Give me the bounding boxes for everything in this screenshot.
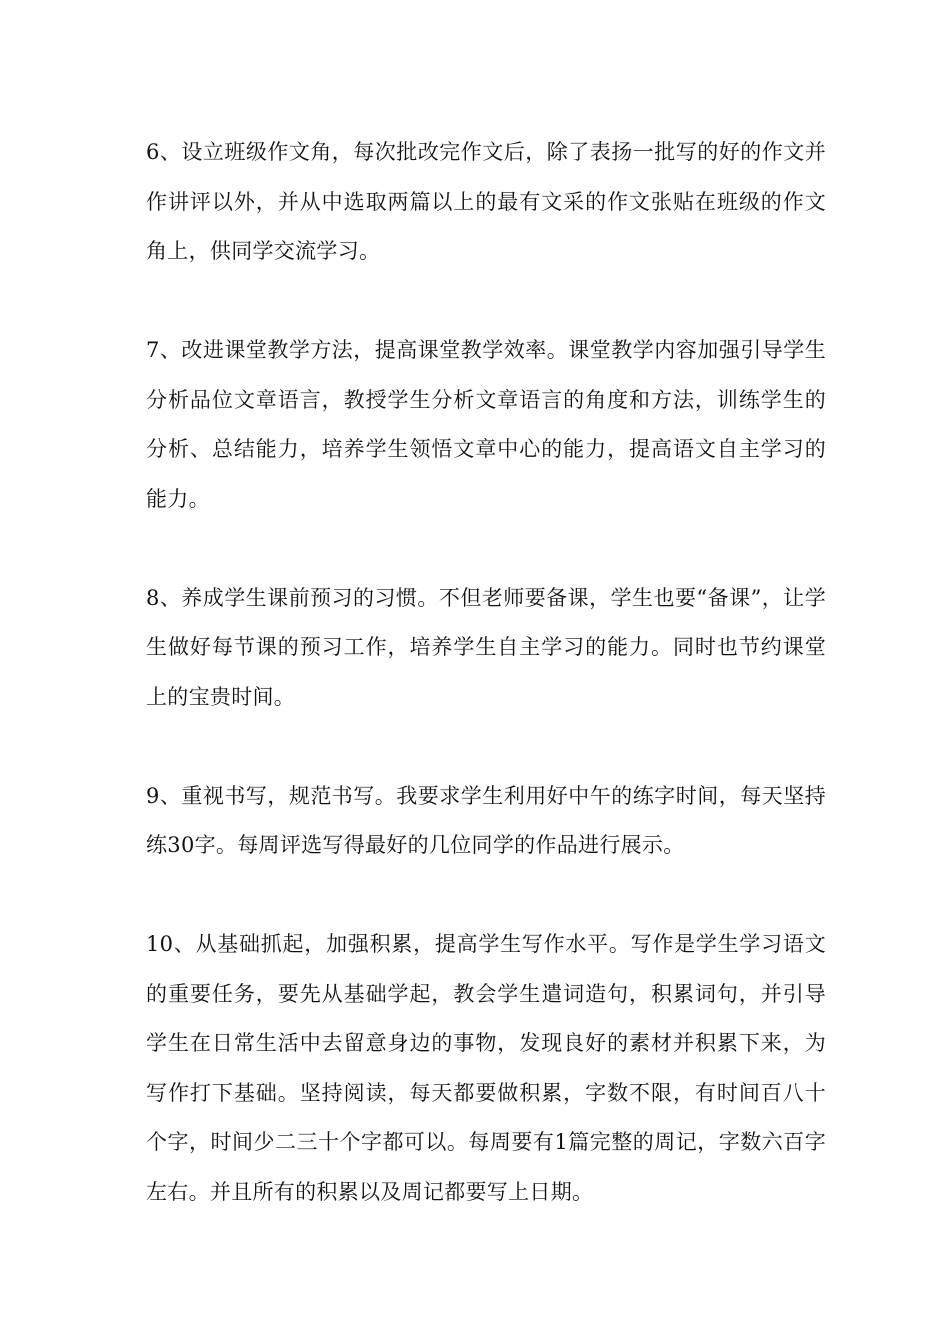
document-body (146, 128, 826, 1267)
paragraph-item-10: 10、从基础抓起，加强积累，提高学生写作水平。写作是学生学习语文的重要任务，要先从基础学起，教会学生遣词造句，积累词句，并引导学生在日常生活中去留意身边的事物，发现良好的素材并积累下来，为写作打下基础。坚持阅读，每天都要做积累，字数不限，有时间百八十个字，时间少二三十个字都可以。每周要有1篇完整的周记，字数六百字左右。并且所有的积累以及周记都要写上日期。 (146, 932, 826, 1204)
paragraph-item-6: 6、设立班级作文角，每次批改完作文后，除了表扬一批写的好的作文并作讲评以外，并从中选取两篇以上的最有文采的作文张贴在班级的作文角上，供同学交流学习。 (146, 140, 826, 263)
paragraph-item-8: 8、养成学生课前预习的习惯。不但老师要备课，学生也要“备课”，让学生做好每节课的预习工作，培养学生自主学习的能力。同时也节约课堂上的宝贵时间。 (146, 585, 826, 709)
paragraph-item-7: 7、改进课堂教学方法，提高课堂教学效率。课堂教学内容加强引导学生分析品位文章语言，教授学生分析文章语言的角度和方法，训练学生的分析、总结能力，培养学生领悟文章中心的能力，提高语文自主学习的能力。 (146, 338, 826, 511)
paragraph-item-9: 9、重视书写，规范书写。我要求学生利用好中午的练字时间，每天坚持练30字。每周评选写得最好的几位同学的作品进行展示。 (146, 783, 826, 857)
